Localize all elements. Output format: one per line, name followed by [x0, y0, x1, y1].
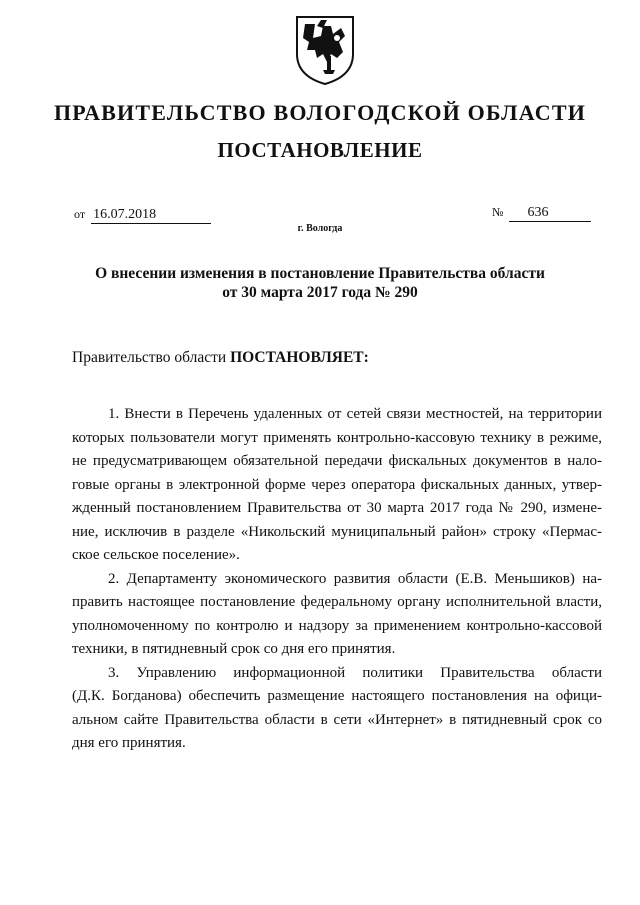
paragraph-line: ское сельское поселение». [72, 547, 240, 563]
paragraph-line: уполномоченному по контролю и надзору за применением контрольно-кассовой [72, 617, 602, 634]
city-label: г. Вологда [297, 223, 343, 234]
paragraph-2 [72, 568, 602, 662]
decree-verb: ПОСТАНОВЛЯЕТ: [230, 349, 369, 366]
document-title-line-1: О внесении изменения в постановление Правительства области [95, 265, 545, 282]
paragraph-line: 2. Департаменту экономического развития области (Е.В. Меньшиков) на- [108, 570, 602, 587]
document-date-field [74, 206, 211, 224]
paragraph-line: дня его принятия. [72, 735, 186, 751]
decree-statement [72, 349, 369, 367]
paragraph-line: жденный постановлением Правительства от 30 марта 2017 года № 290, измене- [72, 500, 602, 516]
document-body [72, 403, 602, 756]
paragraph-line: говые органы в электронной форме через оператора фискальных данных, утвер- [72, 476, 602, 493]
paragraph-line: которых пользователи могут применять контрольно-кассовую технику в режиме, [72, 429, 602, 446]
document-date: 16.07.2018 [91, 207, 211, 224]
organization-name: ПРАВИТЕЛЬСТВО ВОЛОГОДСКОЙ ОБЛАСТИ [53, 100, 587, 125]
number-prefix: № [492, 205, 504, 219]
document-type: ПОСТАНОВЛЕНИЕ [217, 138, 423, 162]
coat-of-arms-emblem [293, 14, 357, 86]
document-number-field [492, 204, 591, 222]
paragraph-line: ние, исключив в разделе «Никольский муниципальный район» строку «Пермас- [72, 523, 602, 540]
paragraph-3 [72, 662, 602, 756]
paragraph-line: 3. Управлению информационной политики Правительства области [108, 664, 602, 681]
paragraph-line: править настоящее постановление федеральному органу исполнительной власти, [72, 594, 602, 610]
paragraph-1 [72, 403, 602, 568]
paragraph-line: альном сайте Правительства области в сети «Интернет» в пятидневный срок со [72, 711, 602, 728]
document-number: 636 [509, 205, 591, 222]
document-title [60, 264, 580, 302]
paragraph-line: не предусматривающем обязательной передачи фискальных документов в нало- [72, 453, 602, 469]
document-title-line-2: от 30 марта 2017 года № 290 [222, 284, 418, 301]
paragraph-line: 1. Внести в Перечень удаленных от сетей связи местностей, на территории [108, 406, 602, 422]
date-prefix: от [74, 207, 86, 221]
decree-prefix: Правительство области [72, 349, 231, 366]
paragraph-line: техники, в пятидневный срок со дня его принятия. [72, 641, 396, 657]
paragraph-line: (Д.К. Богданова) обеспечить размещение настоящего постановления на офици- [72, 688, 602, 704]
